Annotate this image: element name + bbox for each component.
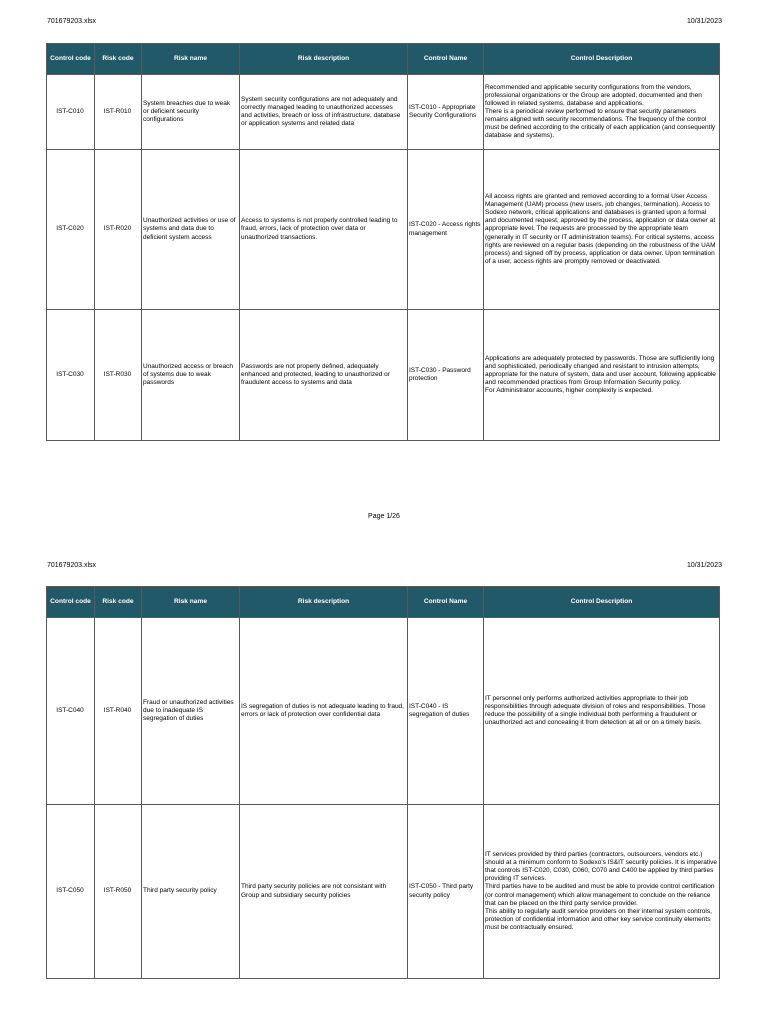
- col-risk-code: Risk code: [95, 44, 142, 75]
- col-risk-name: Risk name: [142, 44, 240, 75]
- table-row: [47, 805, 720, 979]
- risk-name-cell: System breaches due to weak or deficient security configurations: [142, 75, 240, 150]
- col-control-description: Control Description: [484, 44, 720, 75]
- risk-code-cell: IST-R040: [95, 618, 142, 805]
- control-description-cell: All access rights are granted and removed according to a formal User Access Management (UAM) process (new users, job changes, termination). Access to Sodexo network, critical applications and databases is granted upon a formal and documented request, approved by the process, application or data owner at appropriate level. The requests are processed by the appropriate team (generally in IT security or IT administration teams). For critical systems, access rights are reviewed on a regular basis (depending on the robustness of the UAM process) and signed off by process, application or data owner. Upon termination of a user, access rights are promptly removed or deactivated.: [484, 150, 720, 310]
- control-name-cell: IST-C010 - Appropriate Security Configurations: [408, 75, 484, 150]
- control-name-cell: IST-C040 - IS segregation of duties: [408, 618, 484, 805]
- col-control-name: Control Name: [408, 587, 484, 618]
- col-control-code: Control code: [47, 44, 95, 75]
- control-description-cell: IT services provided by third parties (contractors, outsourcers, vendors etc.) should at a minimum conform to Sodexo's IS&IT security policies. It is imperative that controls IST-C020, C030, C060, C070 and C400 be applied by third parties providing IT services. Third parties have to be audited and must be able to provide control certification (or control management) which allow management to conclude on the reliance that can be placed on the third party service provider. This ability to regularly audit service providers on their internal system controls, protection of confidential information and other key service continuity elements must be contractually ensured.: [484, 805, 720, 979]
- risk-code-cell: IST-R020: [95, 150, 142, 310]
- control-code-cell: IST-C050: [47, 805, 95, 979]
- control-description-cell: Applications are adequately protected by passwords. Those are sufficiently long and sophisticated, periodically changed and resistant to intrusion attempts, appropriate for the nature of system, data and user account, following applicable and recommended practices from Group Information Security policy. For Administrator accounts, higher complexity is expected.: [484, 310, 720, 441]
- header-filename: 701679203.xlsx: [47, 562, 97, 569]
- controls-table: [46, 43, 720, 441]
- col-risk-code: Risk code: [95, 587, 142, 618]
- risk-description-cell: Third party security policies are not consistant with Group and subsidiary security policies: [240, 805, 408, 979]
- col-risk-description: Risk description: [240, 587, 408, 618]
- col-control-description: Control Description: [484, 587, 720, 618]
- risk-description-cell: Access to systems is not properly controlled leading to fraud, errors, lack of protection over data or unauthorized transactions.: [240, 150, 408, 310]
- table-row: [47, 150, 720, 310]
- control-code-cell: IST-C010: [47, 75, 95, 150]
- risk-name-cell: Unauthorized activities or use of systems and data due to deficient system access: [142, 150, 240, 310]
- header-filename: 701679203.xlsx: [47, 18, 97, 25]
- col-risk-description: Risk description: [240, 44, 408, 75]
- header-date: 10/31/2023: [686, 562, 722, 569]
- control-code-cell: IST-C030: [47, 310, 95, 441]
- table-row: [47, 618, 720, 805]
- risk-name-cell: Fraud or unauthorized activities due to inadequate IS segregation of duties: [142, 618, 240, 805]
- risk-description-cell: Passwords are not properly defined, adequately enhanced and protected, leading to unauthorized or fraudulent access to systems and data: [240, 310, 408, 441]
- table-row: [47, 75, 720, 150]
- table-row: [47, 310, 720, 441]
- table-header-row: [47, 44, 720, 75]
- control-code-cell: IST-C020: [47, 150, 95, 310]
- header-date: 10/31/2023: [686, 18, 722, 25]
- control-name-cell: IST-C050 - Third party security policy: [408, 805, 484, 979]
- risk-name-cell: Third party security policy: [142, 805, 240, 979]
- control-description-cell: IT personnel only performs authorized activities appropriate to their job responsibilities through adequate division of roles and responsibilities. Those reduce the possibility of a single individual both performing a fraudulent or unauthorized act and concealing it from detection at all or on a timely basis.: [484, 618, 720, 805]
- control-description-cell: Recommended and applicable security configurations from the vendors, professional organizations or the Group are adopted, documented and then followed in related systems, database and applications. There is a periodical review performed to ensure that security parameters remains aligned with security recommendations. The frequency of the control must be defined according to the critically of each application (and consequently database and systems).: [484, 75, 720, 150]
- risk-code-cell: IST-R030: [95, 310, 142, 441]
- table-header-row: [47, 587, 720, 618]
- risk-name-cell: Unauthorized access or breach of systems due to weak passwords: [142, 310, 240, 441]
- controls-table: [46, 586, 720, 979]
- col-risk-name: Risk name: [142, 587, 240, 618]
- control-code-cell: IST-C040: [47, 618, 95, 805]
- control-name-cell: IST-C020 - Access rights management: [408, 150, 484, 310]
- risk-description-cell: IS segregation of duties is not adequate leading to fraud, errors or lack of protection over confidential data: [240, 618, 408, 805]
- risk-code-cell: IST-R050: [95, 805, 142, 979]
- risk-code-cell: IST-R010: [95, 75, 142, 150]
- page-footer: Page 1/26: [368, 513, 400, 520]
- col-control-name: Control Name: [408, 44, 484, 75]
- col-control-code: Control code: [47, 587, 95, 618]
- risk-description-cell: System security configurations are not adequately and correctly managed leading to unauthorized accesses and activities, breach or loss of infrastructure, database or application systems and related data: [240, 75, 408, 150]
- control-name-cell: IST-C030 - Password protection: [408, 310, 484, 441]
